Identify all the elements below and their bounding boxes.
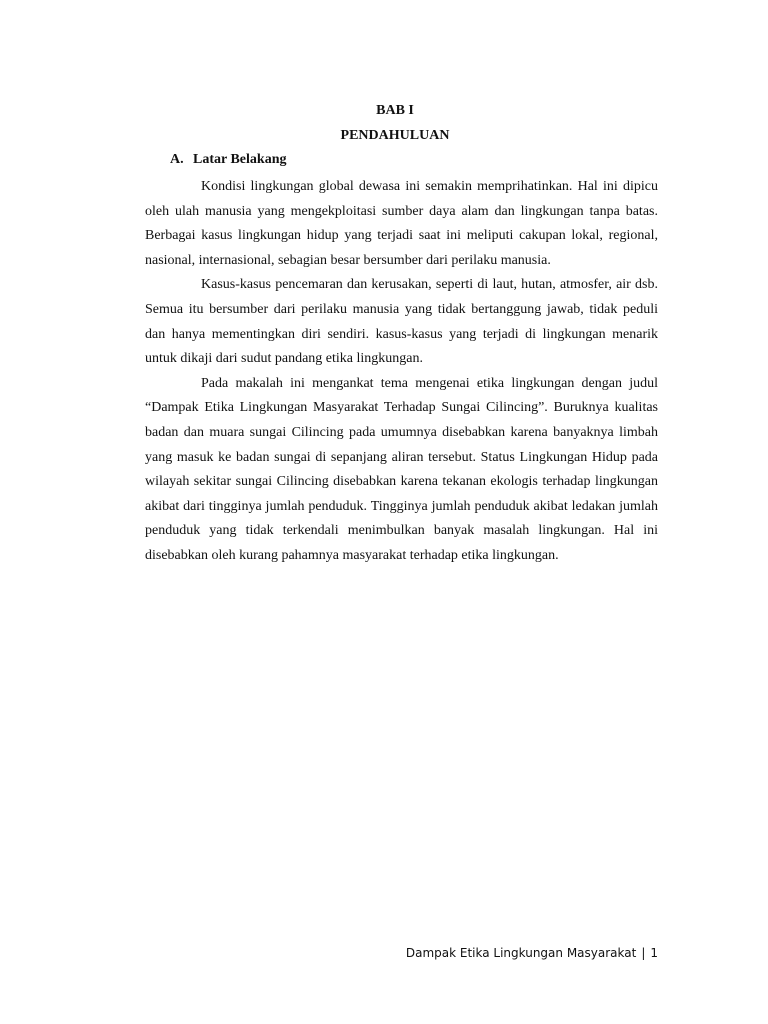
section-marker: A.	[170, 152, 184, 167]
footer-separator: |	[641, 946, 646, 960]
section-title: Latar Belakang	[193, 152, 287, 167]
chapter-number: BAB I	[376, 103, 414, 118]
running-title: Dampak Etika Lingkungan Masyarakat	[405, 946, 637, 960]
body-text	[145, 175, 658, 569]
paragraph: Kasus-kasus pencemaran dan kerusakan, seperti di laut, hutan, atmosfer, air dsb. Semua itu bersumber dari perilaku manusia yang tidak bertanggung jawab, tidak peduli dan hanya mementingkan diri sendiri. kasus-kasus yang terjadi di lingkungan menarik untuk dikaji dari sudut pandang etika lingkungan.	[145, 277, 658, 367]
paragraph: Kondisi lingkungan global dewasa ini semakin memprihatinkan. Hal ini dipicu oleh ulah manusia yang mengekploitasi sumber daya alam dan lingkungan tanpa batas. Berbagai kasus lingkungan hidup yang terjadi saat ini meliputi cakupan lokal, regional, nasional, internasional, sebagian besar bersumber dari perilaku manusia.	[145, 179, 658, 268]
section-heading	[170, 152, 286, 168]
paragraph: Pada makalah ini mengankat tema mengenai etika lingkungan dengan judul “Dampak Etika Lingkungan Masyarakat Terhadap Sungai Cilincing”. Buruknya kualitas badan dan muara sungai Cilincing pada umumnya disebabkan karena banyaknya limbah yang masuk ke badan sungai di sepanjang aliran tersebut. Status Lingkungan Hidup pada wilayah sekitar sungai Cilincing disebabkan karena tekanan ekologis terhadap lingkungan akibat dari tingginya jumlah penduduk. Tingginya jumlah penduduk akibat ledakan jumlah penduduk yang tidak terkendali menimbulkan banyak masalah lingkungan. Hal ini disebabkan oleh kurang pahamnya masyarakat terhadap etika lingkungan.	[145, 375, 658, 563]
chapter-title: PENDAHULUAN	[340, 128, 450, 143]
page-number: 1	[650, 946, 658, 960]
page-footer	[406, 946, 658, 960]
